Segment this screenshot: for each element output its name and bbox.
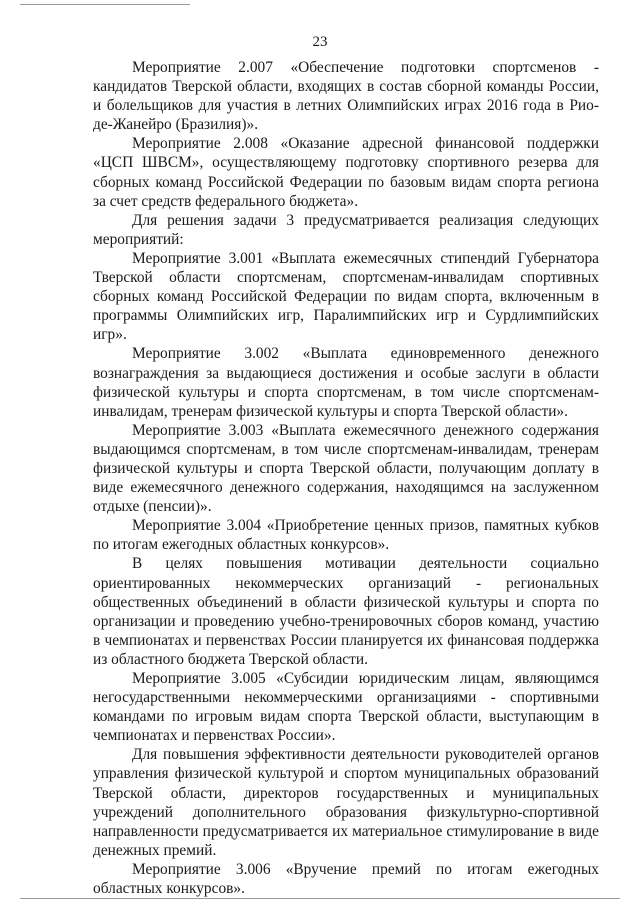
page-number: 23 — [312, 34, 328, 50]
paragraph-measure-2-008: Мероприятие 2.008 «Оказание адресной финансовой поддержки «ЦСП ШВСМ», осуществляющему подготовку спортивного резерва для сборных команд Российской Федерации по базовым видам спорта региона за счет средств федерального бюджета». — [93, 135, 599, 210]
scan-edge-bottom — [20, 898, 620, 899]
paragraph-measure-3-006: Мероприятие 3.006 «Вручение премий по итогам ежегодных областных конкурсов». — [93, 860, 599, 898]
paragraph-efficiency-bonus: Для повышения эффективности деятельности руководителей органов управления физической культурой и спортом муниципальных образований Тверской области, директоров государственных и муниципальных учреждений дополнительного образования физкультурно-спортивной направленности предусматривается их материальное стимулирование в виде денежных премий. — [93, 746, 599, 859]
paragraph-motivation-support: В целях повышения мотивации деятельности социально ориентированных некоммерческих организаций - региональных общественных объединений в области физической культуры и спорта по организации и проведению учебно-тренировочных сборов команд, участию в чемпионатах и первенствах России планируется их финансовая поддержка из областного бюджета Тверской области. — [93, 555, 599, 668]
paragraph-measure-3-005: Мероприятие 3.005 «Субсидии юридическим лицам, являющимся негосударственными некоммерческими организациями - спортивными командами по игровым видам спорта Тверской области, выступающим в чемпионатах и первенствах России». — [93, 670, 599, 745]
paragraph-measure-3-001: Мероприятие 3.001 «Выплата ежемесячных стипендий Губернатора Тверской области спортсменам, спортсменам-инвалидам спортивных сборных команд Российской Федерации по видам спорта, включенным в программы Олимпийских игр, Паралимпийских игр и Сурдлимпийских игр». — [93, 249, 599, 344]
paragraph-measure-3-002: Мероприятие 3.002 «Выплата единовременного денежного вознаграждения за выдающиеся достижения и особые заслуги в области физической культуры и спорта спортсменам, в том числе спортсменам-инвалидам, тренерам физической культуры и спорта Тверской области». — [93, 345, 599, 420]
paragraph-measure-3-003: Мероприятие 3.003 «Выплата ежемесячного денежного содержания выдающимся спортсменам, в том числе спортсменам-инвалидам, тренерам физической культуры и спорта Тверской области, получающим доплату в виде ежемесячного денежного содержания, находящимся на заслуженном отдыхе (пенсии)». — [93, 421, 599, 516]
paragraph-measure-3-004: Мероприятие 3.004 «Приобретение ценных призов, памятных кубков по итогам ежегодных областных конкурсов». — [93, 517, 599, 554]
document-body — [93, 58, 599, 898]
paragraph-measure-2-007: Мероприятие 2.007 «Обеспечение подготовки спортсменов - кандидатов Тверской области, входящих в состав сборной команды России, и болельщиков для участия в летних Олимпийских играх 2016 года в Рио-де-Жанейро (Бразилия)». — [93, 59, 599, 134]
scan-edge-top — [20, 4, 190, 5]
paragraph-task-3-intro: Для решения задачи 3 предусматривается реализация следующих мероприятий: — [93, 211, 599, 248]
